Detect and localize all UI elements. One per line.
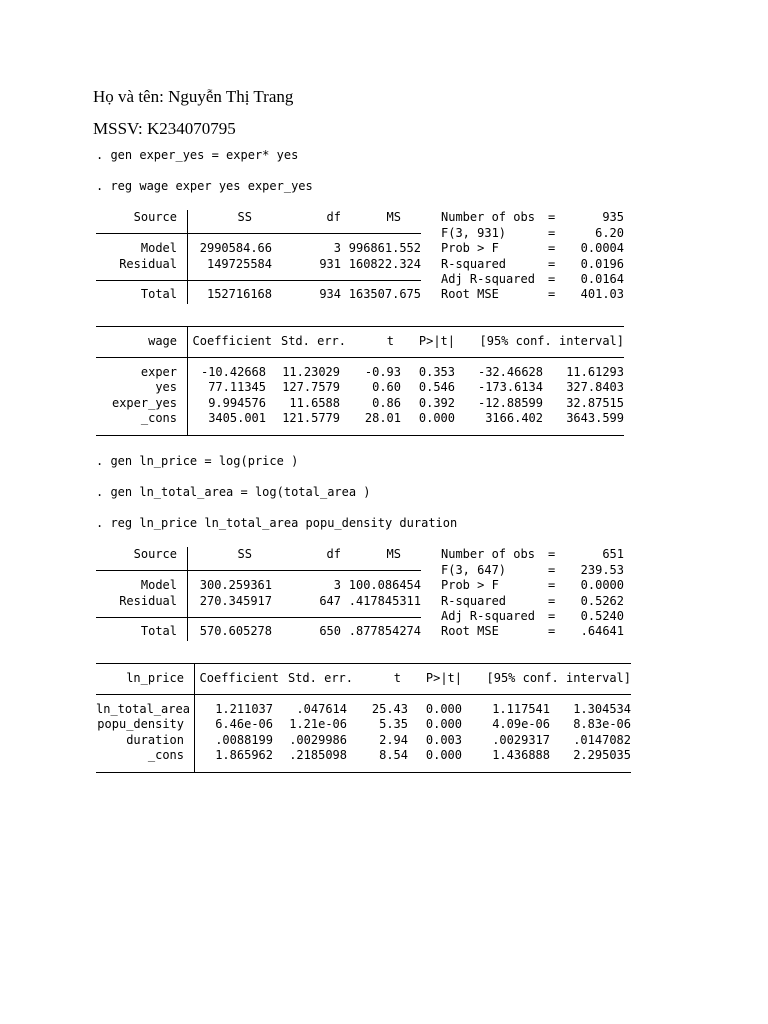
coef-row-coef: 6.46e-06 [215,717,273,731]
coef-row-ci-high: .0147082 [573,733,631,747]
coef-row-coef: .0088199 [215,733,273,747]
stat-value: 239.53 [580,563,624,577]
anova-row-label: Residual [119,257,177,271]
coef-row-p: 0.546 [418,380,455,394]
coef-row-t: 28.01 [364,411,401,425]
coef-row-var: exper [140,365,177,379]
coef-row-stderr: .0029986 [289,733,347,747]
stat-value: 0.0196 [580,257,624,271]
stat-value: 935 [602,210,624,224]
anova-row-df: 3 [333,578,341,592]
anova-header-source: Source [133,210,177,224]
anova-row-label: Model [140,241,177,255]
coef-row-ci-low: 3166.402 [485,411,543,425]
stat-equals: = [548,624,556,638]
coef-header-rule [96,357,624,358]
coef-row-stderr: .2185098 [289,748,347,762]
stat-equals: = [548,257,556,271]
coef-row-t: 0.86 [372,396,401,410]
anova-row-ms: 996861.552 [348,241,421,255]
student-id: MSSV: K234070795 [93,119,236,138]
coef-row-t: 5.35 [379,717,408,731]
coef-header-t: t [386,334,394,348]
coef-header-stderr: Std. err. [287,671,353,685]
coef-row-coef: 1.865962 [215,748,273,762]
anova-row-ss: 300.259361 [199,578,272,592]
coef-header-depvar: wage [148,334,177,348]
stat-value: 651 [602,547,624,561]
student-name: Họ và tên: Nguyễn Thị Trang [93,87,294,106]
coef-row-p: 0.000 [425,717,462,731]
command-reg-wage: . reg wage exper yes exper_yes [96,179,313,193]
command-gen-ln-price: . gen ln_price = log(price ) [96,454,299,468]
anova-row-df: 931 [319,257,341,271]
coef-row-stderr: 11.23029 [282,365,340,379]
stat-equals: = [548,594,556,608]
coef-row-var: duration [126,733,184,747]
coef-row-ci-high: 32.87515 [566,396,624,410]
stat-value: 0.0000 [580,578,624,592]
stat-value: .64641 [580,624,624,638]
coef-row-var: yes [155,380,177,394]
coef-row-stderr: 11.6588 [289,396,340,410]
coef-separator [187,326,188,436]
coef-row-coef: 9.994576 [208,396,266,410]
coef-row-ci-low: 4.09e-06 [492,717,550,731]
coef-row-ci-low: -12.88599 [477,396,543,410]
anova-separator [187,210,188,304]
stat-label: Adj R-squared [441,609,535,623]
anova-total-rule [96,617,421,618]
coef-row-coef: 3405.001 [208,411,266,425]
anova-row-ms: 163507.675 [348,287,421,301]
coef-header-confint: [95% conf. interval] [486,671,631,685]
coef-row-t: -0.93 [364,365,401,379]
coef-row-p: 0.353 [418,365,455,379]
coef-row-var: popu_density [97,717,184,731]
stat-label: R-squared [441,594,507,608]
coef-row-coef: -10.42668 [200,365,266,379]
coef-header-coefficient: Coefficient [199,671,279,685]
coef-bottom-rule [96,772,631,773]
stat-equals: = [548,210,556,224]
coef-row-ci-high: 2.295035 [573,748,631,762]
coef-row-var: _cons [147,748,184,762]
anova-row-df: 934 [319,287,341,301]
coef-row-ci-high: 3643.599 [566,411,624,425]
anova-row-df: 647 [319,594,341,608]
anova-header-ms: MS [386,210,401,224]
anova-row-ms: 160822.324 [348,257,421,271]
coef-header-stderr: Std. err. [280,334,346,348]
anova-header-source: Source [133,547,177,561]
anova-separator [187,547,188,641]
coef-row-p: 0.000 [418,411,455,425]
stat-label: Prob > F [441,578,499,592]
coef-row-var: _cons [140,411,177,425]
coef-row-ci-low: 1.436888 [492,748,550,762]
anova-header-ss: SS [237,210,252,224]
coef-row-t: 2.94 [379,733,408,747]
stat-equals: = [548,547,556,561]
stat-equals: = [548,609,556,623]
coef-row-ci-high: 1.304534 [573,702,631,716]
coef-row-ci-high: 327.8403 [566,380,624,394]
stat-label: Root MSE [441,624,499,638]
stat-equals: = [548,226,556,240]
stat-label: F(3, 647) [441,563,507,577]
coef-row-ci-high: 11.61293 [566,365,624,379]
stat-value: 0.5240 [580,609,624,623]
anova-row-label: Total [140,287,177,301]
coef-row-var: ln_total_area [96,702,190,716]
anova-row-ss: 152716168 [206,287,272,301]
anova-row-ms: .877854274 [348,624,421,638]
stat-label: Number of obs [441,547,535,561]
command-reg-ln-price: . reg ln_price ln_total_area popu_density duration [96,516,458,530]
stat-label: F(3, 931) [441,226,507,240]
stat-label: R-squared [441,257,507,271]
coef-header-coefficient: Coefficient [192,334,272,348]
anova-row-label: Residual [119,594,177,608]
stat-value: 0.5262 [580,594,624,608]
coef-row-ci-high: 8.83e-06 [573,717,631,731]
anova-header-ss: SS [237,547,252,561]
coef-separator [194,663,195,773]
coef-row-ci-low: -173.6134 [477,380,543,394]
anova-header-df: df [326,210,341,224]
coef-top-rule [96,326,624,327]
coef-row-stderr: 121.5779 [282,411,340,425]
coef-row-ci-low: .0029317 [492,733,550,747]
anova-header-rule [96,233,421,234]
command-gen-ln-total-area: . gen ln_total_area = log(total_area ) [96,485,371,499]
stat-label: Adj R-squared [441,272,535,286]
stat-equals: = [548,241,556,255]
coef-header-confint: [95% conf. interval] [479,334,624,348]
anova-row-label: Total [140,624,177,638]
coef-top-rule [96,663,631,664]
coef-bottom-rule [96,435,624,436]
anova-header-rule [96,570,421,571]
coef-header-pvalue: P>|t| [425,671,462,685]
anova-row-ss: 270.345917 [199,594,272,608]
coef-header-depvar: ln_price [126,671,184,685]
anova-row-df: 650 [319,624,341,638]
coef-row-t: 0.60 [372,380,401,394]
stat-value: 0.0004 [580,241,624,255]
coef-header-rule [96,694,631,695]
anova-row-ss: 149725584 [206,257,272,271]
coef-row-var: exper_yes [111,396,177,410]
stat-value: 0.0164 [580,272,624,286]
coef-row-p: 0.000 [425,702,462,716]
coef-row-coef: 77.11345 [208,380,266,394]
stat-label: Prob > F [441,241,499,255]
stat-value: 6.20 [595,226,624,240]
anova-row-ss: 570.605278 [199,624,272,638]
coef-row-stderr: .047614 [296,702,347,716]
coef-row-p: 0.003 [425,733,462,747]
anova-total-rule [96,280,421,281]
stat-equals: = [548,563,556,577]
coef-row-stderr: 127.7579 [282,380,340,394]
coef-row-t: 25.43 [371,702,408,716]
coef-row-p: 0.392 [418,396,455,410]
anova-row-label: Model [140,578,177,592]
stat-value: 401.03 [580,287,624,301]
coef-row-ci-low: 1.117541 [492,702,550,716]
anova-row-df: 3 [333,241,341,255]
stat-equals: = [548,272,556,286]
anova-row-ss: 2990584.66 [199,241,272,255]
coef-header-pvalue: P>|t| [418,334,455,348]
anova-header-ms: MS [386,547,401,561]
coef-row-ci-low: -32.46628 [477,365,543,379]
coef-row-t: 8.54 [379,748,408,762]
stat-label: Root MSE [441,287,499,301]
command-gen-exper-yes: . gen exper_yes = exper* yes [96,148,299,162]
coef-row-coef: 1.211037 [215,702,273,716]
anova-header-df: df [326,547,341,561]
stat-label: Number of obs [441,210,535,224]
coef-row-p: 0.000 [425,748,462,762]
anova-row-ms: 100.086454 [348,578,421,592]
anova-row-ms: .417845311 [348,594,421,608]
stat-equals: = [548,287,556,301]
stat-equals: = [548,578,556,592]
coef-header-t: t [393,671,401,685]
coef-row-stderr: 1.21e-06 [289,717,347,731]
